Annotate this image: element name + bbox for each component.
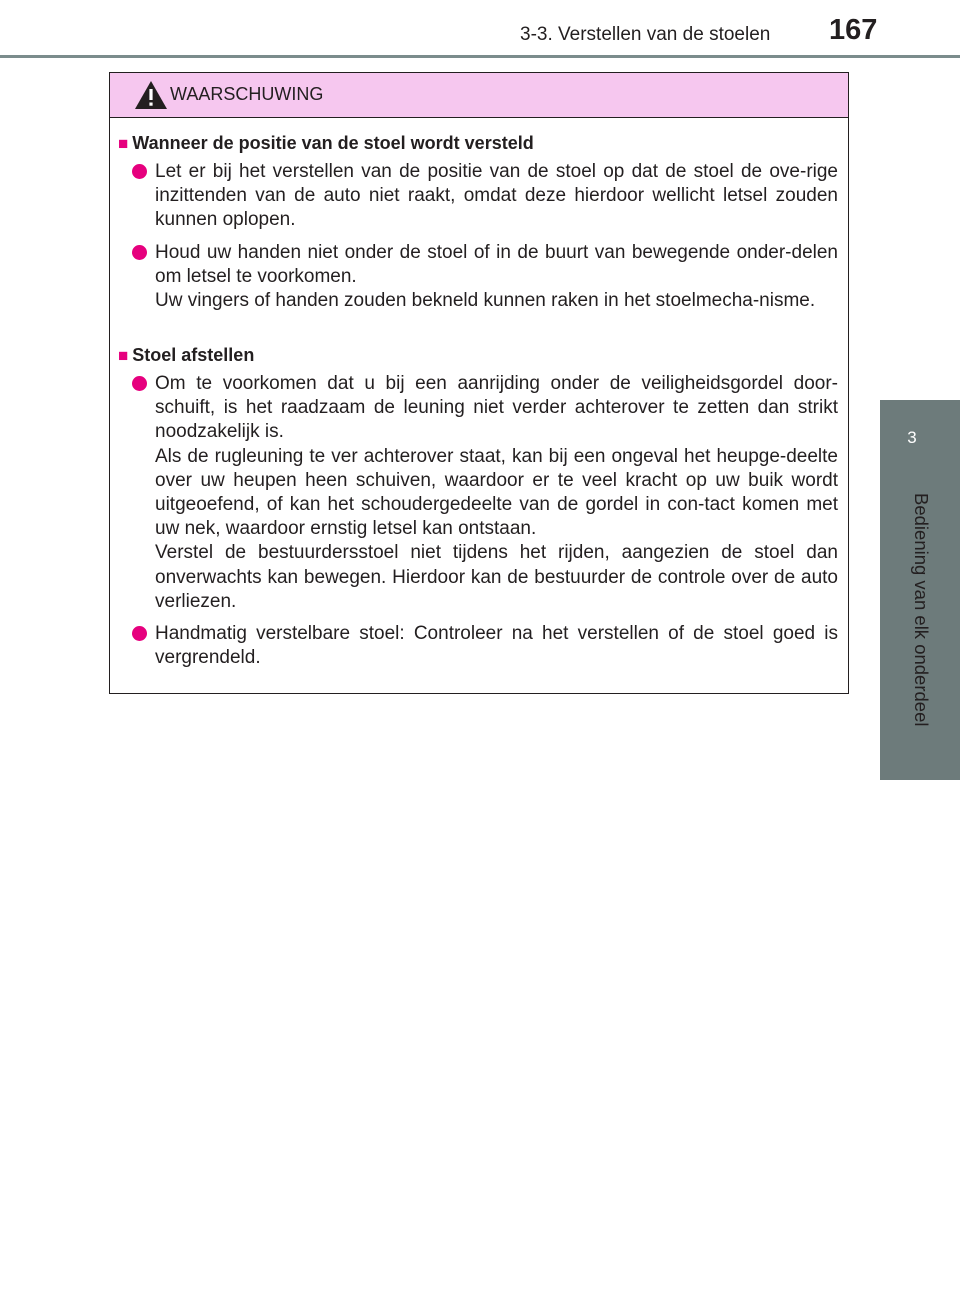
running-header: 3-3. Verstellen van de stoelen [520,24,771,45]
warning-title: WAARSCHUWING [170,84,324,104]
paragraph: Verstel de bestuurdersstoel niet tijdens het rijden, aangezien de stoel dan onverwachts kan bewegen. Hierdoor kan de bestuurder de controle over de auto verliezen. [155,542,838,612]
paragraph: Als de rugleuning te ver achterover staat, kan bij een ongeval het heupge-deelte over uw heupen heen schuiven, waardoor er te veel kracht op uw buik wordt uitgeoefend, of kan het schoudergedeelte van de gordel in con-tact komen met uw nek, waardoor ernstig letsel kan ontstaan. [155,445,838,540]
list-item [132,372,838,614]
square-bullet-icon: ■ [118,346,129,365]
list-item [132,622,838,670]
chapter-number: 3 [907,428,917,447]
warning-triangle-icon [134,80,168,110]
section-heading: ■ Stoel afstellen [118,345,255,365]
list-item [132,241,838,314]
list-item [132,160,838,233]
warning-box [109,72,849,694]
circle-bullet-icon [132,245,147,260]
paragraph: Om te voorkomen dat u bij een aanrijding onder de veiligheidsgordel door-schuift, is het raadzaam de leuning niet verder achterover te zetten dan strikt noodzakelijk is. [155,373,838,443]
circle-bullet-icon [132,164,147,179]
circle-bullet-icon [132,626,147,641]
circle-bullet-icon [132,376,147,391]
square-bullet-icon: ■ [118,134,129,153]
paragraph: Houd uw handen niet onder de stoel of in de buurt van bewegende onder-delen om letsel te voorkomen. [155,242,838,288]
chapter-tab [880,400,960,780]
page-number: 167 [829,14,878,46]
header-rule [0,55,960,58]
section-heading: ■ Wanneer de positie van de stoel wordt versteld [118,133,534,153]
warning-header [110,73,848,118]
paragraph: Handmatig verstelbare stoel: Controleer na het verstellen of de stoel goed is vergrendeld. [155,623,838,669]
paragraph: Uw vingers of handen zouden bekneld kunnen raken in het stoelmecha-nisme. [155,290,816,312]
paragraph: Let er bij het verstellen van de positie van de stoel op dat de stoel de ove-rige inzittenden van de auto niet raakt, omdat deze hierdoor wellicht letsel zouden kunnen oplopen. [155,161,838,231]
chapter-title: Bediening van elk onderdeel [911,493,932,727]
